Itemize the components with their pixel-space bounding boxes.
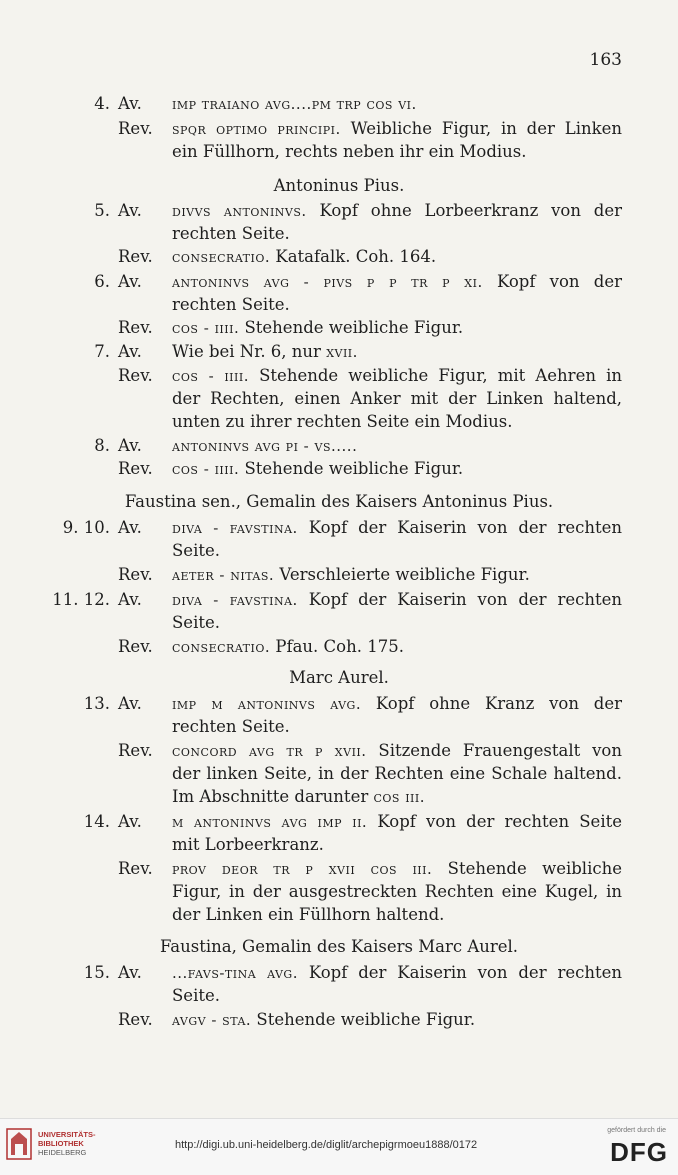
legend-inscription: consecratio.	[172, 248, 271, 266]
legend-inscription: xvii.	[326, 343, 358, 361]
legend-inscription: cos - iiii.	[172, 319, 240, 337]
line-text	[172, 293, 622, 316]
reverse-label: Rev.	[118, 637, 153, 656]
legend-inscription: cos - iiii.	[172, 460, 240, 478]
description-text: Wie bei Nr. 6, nur	[172, 342, 327, 361]
line-text	[172, 1008, 622, 1032]
section-heading: Marc Aurel.	[289, 668, 389, 687]
description-text: Pfau. Coh. 175.	[270, 637, 404, 656]
legend-inscription: consecratio.	[172, 638, 271, 656]
line-text	[172, 199, 622, 223]
library-name-line1: UNIVERSITÄTS-	[38, 1130, 96, 1139]
entry-number: 7.	[94, 342, 110, 361]
obverse-label: Av.	[118, 812, 142, 831]
section-heading: Faustina, Gemalin des Kaisers Marc Aurel.	[159, 937, 519, 956]
legend-inscription: diva - favstina.	[172, 591, 298, 609]
line-text	[172, 117, 622, 141]
legend-inscription: aeter - nitas.	[172, 566, 275, 584]
obverse-label: Av.	[118, 94, 142, 113]
legend-inscription: divvs antoninvs.	[172, 202, 307, 220]
line-text	[172, 984, 622, 1007]
line-text	[172, 739, 622, 763]
dfg-logo: DFG	[610, 1137, 668, 1167]
description-text: Kopf der Kaiserin von der rechten	[297, 518, 622, 537]
entry-number: 11. 12.	[52, 590, 110, 609]
legend-inscription: cos iii.	[373, 788, 426, 806]
line-text	[172, 880, 622, 903]
description-text: rechten Seite.	[172, 295, 290, 314]
legend-inscription: ...favs-tina avg.	[172, 964, 298, 982]
reverse-label: Rev.	[118, 459, 153, 478]
description-text: Sitzende Frauengestalt von	[366, 741, 622, 760]
permalink-url[interactable]: http://digi.ub.uni-heidelberg.de/diglit/archepigrmoeu1888/0172	[175, 1139, 478, 1151]
university-library-logo	[6, 1127, 32, 1161]
line-text	[172, 857, 622, 881]
legend-inscription: cos - iiii.	[172, 367, 249, 385]
line-text	[172, 410, 622, 433]
entry-number: 5.	[94, 201, 110, 220]
line-text	[172, 364, 622, 388]
line-text	[172, 611, 622, 634]
description-text: Verschleierte weibliche Figur.	[274, 565, 530, 584]
description-text: Stehende weibliche Figur, mit Aehren in	[249, 366, 622, 385]
description-text: mit Lorbeerkranz.	[172, 835, 324, 854]
line-text	[172, 340, 622, 364]
legend-inscription: concord avg tr p xvii.	[172, 742, 367, 760]
legend-inscription: diva - favstina.	[172, 519, 298, 537]
description-text: Seite.	[172, 986, 220, 1005]
description-text: rechten Seite.	[172, 224, 290, 243]
description-text: Kopf der Kaiserin von der rechten	[297, 963, 622, 982]
footer-bar	[0, 1118, 678, 1175]
legend-inscription: imp traiano avg....pm trp cos vi.	[172, 95, 417, 113]
description-text: Im Abschnitte darunter	[172, 787, 374, 806]
description-text: rechten Seite.	[172, 717, 290, 736]
line-text	[172, 588, 622, 612]
line-text	[172, 903, 622, 926]
reverse-label: Rev.	[118, 247, 153, 266]
line-text	[172, 563, 622, 587]
library-name-line2: BIBLIOTHEK	[38, 1139, 84, 1148]
library-name	[38, 1130, 96, 1157]
description-text: Seite.	[172, 613, 220, 632]
description-text: Kopf von der rechten Seite	[367, 812, 622, 831]
legend-inscription: prov deor tr p xvii cos iii.	[172, 860, 433, 878]
description-text: Stehende weibliche Figur.	[239, 318, 464, 337]
description-text: Kopf der Kaiserin von der rechten	[297, 590, 622, 609]
description-text: Stehende weibliche Figur.	[239, 459, 464, 478]
description-text: der linken Seite, in der Rechten eine Schale haltend.	[172, 764, 622, 783]
line-text	[172, 961, 622, 985]
funding-note: gefördert durch die	[607, 1127, 666, 1134]
description-text: Kopf ohne Kranz von der	[361, 694, 622, 713]
line-text	[172, 516, 622, 540]
description-text: ein Füllhorn, rechts neben ihr ein Modius.	[172, 142, 527, 161]
line-text	[172, 387, 622, 410]
reverse-label: Rev.	[118, 1010, 153, 1029]
section-heading: Antoninus Pius.	[273, 176, 405, 195]
line-text	[172, 434, 622, 458]
obverse-label: Av.	[118, 201, 142, 220]
entry-number: 15.	[83, 963, 110, 982]
obverse-label: Av.	[118, 342, 142, 361]
entry-number: 13.	[83, 694, 110, 713]
legend-inscription: antoninvs avg - pivs p p tr p xi.	[172, 273, 483, 291]
line-text	[172, 92, 622, 116]
line-text	[172, 635, 622, 659]
description-text: Stehende weibliche	[432, 859, 622, 878]
section-heading: Faustina sen., Gemalin des Kaisers Antoninus Pius.	[124, 492, 554, 511]
description-text: Kopf ohne Lorbeerkranz von der	[306, 201, 623, 220]
line-text	[172, 810, 622, 834]
line-text	[172, 833, 622, 856]
line-text	[172, 457, 622, 481]
description-text: der Rechten, einen Anker mit der Linken haltend,	[172, 389, 622, 408]
legend-inscription: m antoninvs avg imp ii.	[172, 813, 368, 831]
description-text: unten zu ihrer rechten Seite ein Modius.	[172, 412, 513, 431]
obverse-label: Av.	[118, 436, 142, 455]
entry-number: 4.	[94, 94, 110, 113]
description-text: der Linken ein Füllhorn haltend.	[172, 905, 445, 924]
obverse-label: Av.	[118, 694, 142, 713]
line-text	[172, 140, 622, 163]
legend-inscription: spqr optimo principi.	[172, 120, 341, 138]
legend-inscription: imp m antoninvs avg.	[172, 695, 362, 713]
obverse-label: Av.	[118, 272, 142, 291]
reverse-label: Rev.	[118, 859, 153, 878]
description-text: Figur, in der ausgestreckten Rechten eine Kugel, in	[172, 882, 622, 901]
entry-number: 8.	[94, 436, 110, 455]
description-text: Weibliche Figur, in der Linken	[340, 119, 622, 138]
line-text	[172, 245, 622, 269]
line-text	[172, 539, 622, 562]
entry-number: 14.	[83, 812, 110, 831]
legend-inscription: antoninvs avg pi - vs.....	[172, 437, 358, 455]
description-text: Stehende weibliche Figur.	[251, 1010, 476, 1029]
line-text	[172, 316, 622, 340]
entry-number: 6.	[94, 272, 110, 291]
description-text: Seite.	[172, 541, 220, 560]
legend-inscription: avgv - sta.	[172, 1011, 252, 1029]
line-text	[172, 222, 622, 245]
reverse-label: Rev.	[118, 119, 153, 138]
page-number: 163	[589, 50, 622, 70]
description-text: Kopf von der	[482, 272, 622, 291]
obverse-label: Av.	[118, 590, 142, 609]
reverse-label: Rev.	[118, 565, 153, 584]
reverse-label: Rev.	[118, 741, 153, 760]
line-text	[172, 692, 622, 716]
obverse-label: Av.	[118, 963, 142, 982]
line-text	[172, 785, 622, 809]
line-text	[172, 270, 622, 294]
line-text	[172, 762, 622, 785]
obverse-label: Av.	[118, 518, 142, 537]
library-name-line3: HEIDELBERG	[38, 1148, 87, 1157]
reverse-label: Rev.	[118, 318, 153, 337]
reverse-label: Rev.	[118, 366, 153, 385]
description-text: Katafalk. Coh. 164.	[270, 247, 437, 266]
line-text	[172, 715, 622, 738]
entry-number: 9. 10.	[62, 518, 110, 537]
